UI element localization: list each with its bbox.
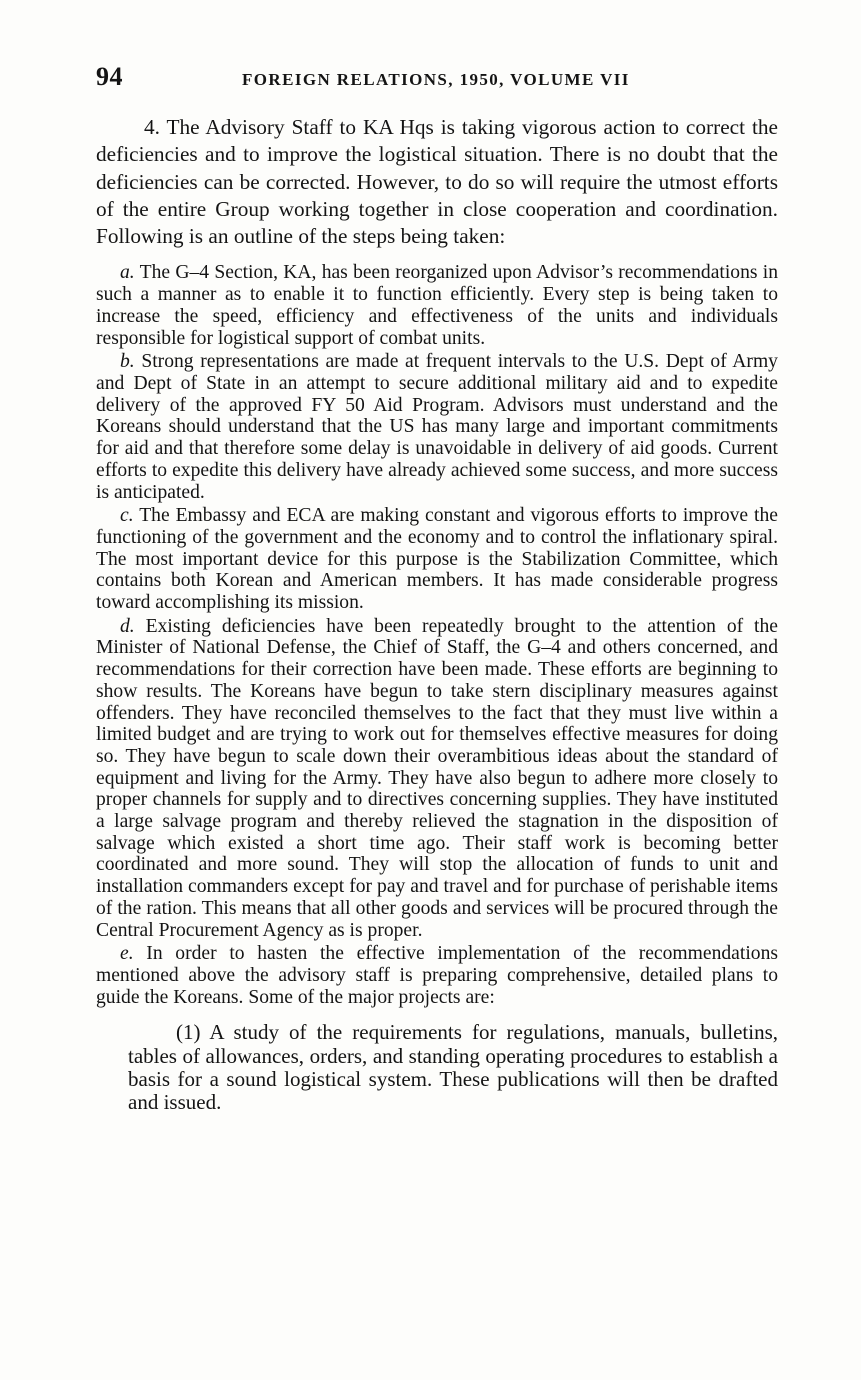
running-title: FOREIGN RELATIONS, 1950, VOLUME VII	[242, 70, 630, 89]
list-item: (1) A study of the requirements for regulations, manuals, bulletins, tables of allowances, orders, and standing operating procedures to establish a basis for a sound logistical system. These publications will then be drafted and issued.	[128, 1020, 778, 1114]
paragraph-d-label: d.	[120, 615, 135, 637]
paragraph-c-label: c.	[120, 505, 134, 527]
paragraph-e-text: In order to hasten the effective implementation of the recommendations mentioned above the advisory staff is preparing comprehensive, detailed plans to guide the Koreans. Some of the major projects are:	[96, 943, 778, 1008]
paragraph-a-label: a.	[120, 262, 135, 284]
paragraph-d-text: Existing deficiencies have been repeatedly brought to the attention of the Minister of National Defense, the Chief of Staff, the G–4 and others concerned, and recommendations for their correction have been made. These efforts are beginning to show results. The Koreans have begun to take stern disciplinary measures against offenders. They have reconciled themselves to the fact that they must live within a limited budget and are trying to work out for themselves effective measures for doing so. They have begun to scale down their overambitious ideas about the standard of equipment and living for the Army. They have also begun to adhere more closely to proper channels for supply and to directives concerning supplies. They have instituted a large salvage program and thereby relieved the stagnation in the disposition of salvage which existed a short time ago. Their staff work is becoming better coordinated and more sound. They will stop the allocation of funds to unit and installation commanders except for pay and travel and for purchase of perishable items of the ration. This means that all other goods and services will be procured through the Central Procurement Agency as is proper.	[96, 615, 778, 941]
paragraph-4: 4. The Advisory Staff to KA Hqs is taking vigorous action to correct the deficiencies and to improve the logistical situation. There is no doubt that the deficiencies can be corrected. However, to do so will require the utmost efforts of the entire Group working together in close cooperation and coordination. Following is an outline of the steps being taken:	[96, 115, 778, 249]
paragraph-b-label: b.	[120, 351, 135, 373]
page-number: 94	[96, 62, 123, 91]
paragraph-b	[96, 351, 778, 503]
paragraph-b-text: Strong representations are made at frequent intervals to the U.S. Dept of Army and Dept of State in an attempt to secure additional military aid and to expedite delivery of the approved FY 50 Aid Program. Advisors must understand and the Koreans should understand that the US has many large and important commitments for aid and that therefore some delay is unavoidable in delivery of aid goods. Current efforts to expedite this delivery have already achieved some success, and more success is anticipated.	[96, 351, 778, 503]
paragraph-a	[96, 262, 778, 349]
paragraph-c	[96, 505, 778, 614]
page-header	[96, 62, 776, 92]
paragraph-d	[96, 616, 778, 942]
body-text	[96, 114, 778, 1114]
paragraph-e-label: e.	[120, 943, 134, 965]
paragraph-a-text: The G–4 Section, KA, has been reorganized upon Advisor’s recommendations in such a manner as to enable it to function efficiently. Every step is being taken to increase the speed, efficiency and effectiveness of the units and individuals responsible for logistical support of combat units.	[96, 262, 778, 349]
paragraph-e	[96, 943, 778, 1008]
paragraph-c-text: The Embassy and ECA are making constant and vigorous efforts to improve the functioning of the government and the economy and to control the inflationary spiral. The most important device for this purpose is the Stabilization Committee, which contains both Korean and American members. It has made considerable progress toward accomplishing its mission.	[96, 505, 778, 614]
